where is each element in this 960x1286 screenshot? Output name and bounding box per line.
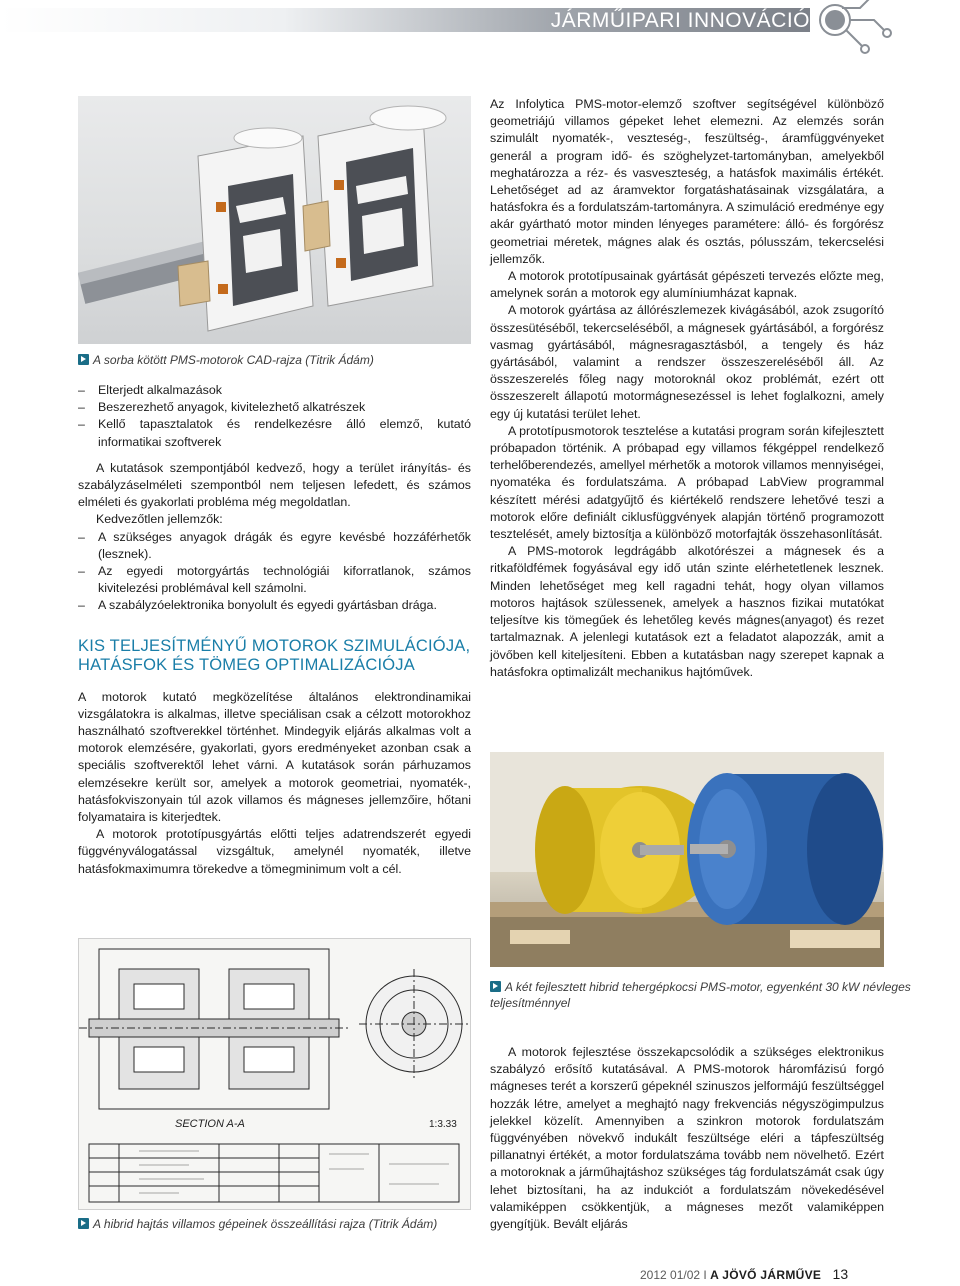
- right-bottom-text: [490, 1044, 884, 1233]
- disadvantages-label: Kedvezőtlen jellemzők:: [96, 512, 223, 527]
- issue-label: 2012 01/02 I: [640, 1268, 707, 1282]
- paragraph: A kutatások szempontjából kedvező, hogy a terület irányítás- és szabályzáselméleti szempontból nem teljesen lefedett, és számos elméleti és gyakorlati probléma még megoldatlan.: [78, 460, 471, 510]
- assembly-caption: A hibrid hajtás villamos gépeinek összeállítási rajza (Titrik Ádám): [78, 1216, 471, 1232]
- motor-photo: [490, 752, 884, 967]
- caption-arrow-icon: [78, 1218, 89, 1229]
- paragraph: A motorok gyártása az állórészlemezek kivágásából, azok zsugorító összesütéséből, tekercseléséből, a mágnesek gyártásából, a forgórész vasmag gyártásából, mágnesragasztásból, a tengely és ház gyártásából, valamint a rendszer összeszereléséből áll. Az összeszerelés főleg nagy motoroknál okoz problémát, ezért ott összeszerelt állapotú motormágnesezéssel is lehet foglalkozni, amely egy új kutatási terület lehet.: [490, 303, 884, 421]
- cad-motor-image: [78, 96, 471, 344]
- list-item: – A szükséges anyagok drágák és egyre kevésbé hozzáférhetők (lesznek).: [78, 529, 471, 563]
- assembly-figure: [78, 938, 471, 1232]
- circuit-decoration-icon: [812, 0, 960, 60]
- assembly-drawing-image: [78, 938, 471, 1210]
- section-label: SECTION A-A: [175, 1118, 245, 1130]
- magazine-name: A JÖVŐ JÁRMŰVE: [710, 1268, 822, 1282]
- paragraph: A motorok prototípusgyártás előtti teljes adatrendszerét egyedi függvényválogatással vizsgáltuk, amelynél nyomaték, illetve hatásfokmaximumra törekedve a tömegminimum volt a cél.: [78, 827, 471, 876]
- paragraph: A motorok prototípusainak gyártását gépészeti tervezés előzte meg, amelynek során a motorok egy alumíniumházat kapnak.: [490, 269, 884, 301]
- list-item: – Elterjedt alkalmazások: [78, 382, 471, 399]
- caption-arrow-icon: [78, 354, 89, 365]
- page-header: [0, 0, 960, 44]
- motor-photo-image: [490, 752, 884, 967]
- section-heading: KIS TELJESÍTMÉNYŰ MOTOROK SZIMULÁCIÓJA, HATÁSFOK ÉS TÖMEG OPTIMALIZÁCIÓJA: [78, 636, 471, 674]
- page-footer: [640, 1266, 848, 1282]
- list-item: – Beszerezhető anyagok, kivitelezhető alkatrészek: [78, 399, 471, 416]
- paragraph: A motorok fejlesztése összekapcsolódik a szükséges elektronikus szabályzó erősítő kutatásával. A PMS-motorok háromfázisú forgó mágneses terét a korszerű gépeknél szinuszos jelformájú feszültséggel hozzák létre, amelyet a meghajtó nagy frekvenciás négyszögimpulzus jelekkel közelít. Amennyiben a szinkron motorok fordulatszám függvényében növekvő indukált feszültsége eléri a tápfeszültség pillanatnyi értékét, a motor fordulatszáma tovább nem növelhető. Ezért a motoroknak a járműhajtáshoz szükséges tág fordulatszámát csak úgy lehet biztosítani, ha az indukciót a fordulatszám növekedésével valamiképpen csökkentjük, a mágneses mezőt valamiképpen gyengítjük. Bevált eljárás: [490, 1045, 884, 1232]
- caption-arrow-icon: [490, 981, 501, 992]
- page-number: 13: [832, 1266, 849, 1282]
- assembly-drawing: [79, 939, 471, 1210]
- disadvantages-list: [78, 529, 471, 615]
- list-item: – Kellő tapasztalatok és rendelkezésre álló elemző, kutató informatikai szoftverek: [78, 416, 471, 450]
- paragraph: Az Infolytica PMS-motor-elemző szoftver segítségével különböző geometriájú villamos gépeket lehet elemezni. Az elemzés során szimulált nyomaték-, veszteség-, feszültség-, áramfüggvényeket generál a program idő- és szöghelyzet-tartományban, amelyekből meghatározza a réz- és vasveszteség, a hatásfok maximális értékét. Lehetőséget ad az áramvektor forgatáshatásainak vizsgálatára, a hatásfokra és a fordulatszám-tartományra. A szimuláció eredménye egy akár gyártható motor minden lényeges paramétere: álló- és forgórész geometriai méretek, mágnes alak és osztás, pólusszám, tekercselési jellemzők.: [490, 97, 884, 266]
- paragraph: A prototípusmotorok tesztelése a kutatási program során kifejlesztett próbapadon történik. A próbapad egy villamos fékgéppel rendelkező terhelőberendezés, amellyel mérhetők a motorok villamos mennyiségei, nyomatéka és fordulatszáma. A próbapad LabView programmal készített mérési adatgyűjtő és kiértékelő rendszere lehetővé teszi a motorok előre definiált ciklusfüggvények alapján történő programozott tesztelését, amely biztosítja a különböző motorfajták összehasonlítását.: [490, 423, 884, 542]
- left-column: [78, 96, 471, 878]
- cad-motor-drawing: [78, 96, 471, 344]
- paragraph: A PMS-motorok legdrágább alkotórészei a mágnesek és a ritkaföldfémek fogyásával egy idő után szinte elérhetetlenek lesznek. Minden lehetőséget meg kell ragadni tehát, hogy olyan villamos motoros hajtások szülessenek, amelyek a hasznos fizikai mutatókat teljesítve kis tömegűek és lehetőleg kevés mágnes(anyagot) és rezet tartalmaznak. A jelenlegi kutatások ezt a feladatot alapozzák, amit a jövőben kell kiteljesíteni. Ebben a kutatásban nagy szerepet kapnak a hatásfokra optimalizált mechanikus hajtóművek.: [490, 544, 884, 679]
- paragraph: A motorok kutató megközelítése általános elektrondinamikai vizsgálatokra is alkalmas, illetve speciálisan csak a célzott motorokhoz használható szoftverekkel történhet. Mindegyik eljárás alkalmas volt a motorok elemzésére, gyakorlati, gyors eredményeket azonban csak a speciális szoftverektől lehet várni. A kutatások során párhuzamos elemzésekre került sor, amelyek a motorok geometriai, nyomaték-, hatásfokviszonyain túl azok villamos és mágneses jellemzőire, hőtani folyamataira is kiterjedtek.: [78, 689, 471, 825]
- list-item: – Az egyedi motorgyártás technológiái kiforratlanok, számos kivitelezési problémával kell számolni.: [78, 563, 471, 597]
- advantages-list: [78, 382, 471, 451]
- motor-photo-caption: A két fejlesztett hibrid tehergépkocsi PMS-motor, egyenként 30 kW névleges teljesítménnyel: [490, 980, 911, 1010]
- header-title: JÁRMŰIPARI INNOVÁCIÓ: [550, 9, 810, 32]
- cad-caption: A sorba kötött PMS-motorok CAD-rajza (Titrik Ádám): [78, 352, 471, 368]
- right-column: [490, 96, 884, 681]
- scale-label: 1:3.33: [429, 1119, 457, 1130]
- list-item: – A szabályzóelektronika bonyolult és egyedi gyártásban drága.: [78, 597, 471, 614]
- motor-photo-figure: [490, 752, 960, 1011]
